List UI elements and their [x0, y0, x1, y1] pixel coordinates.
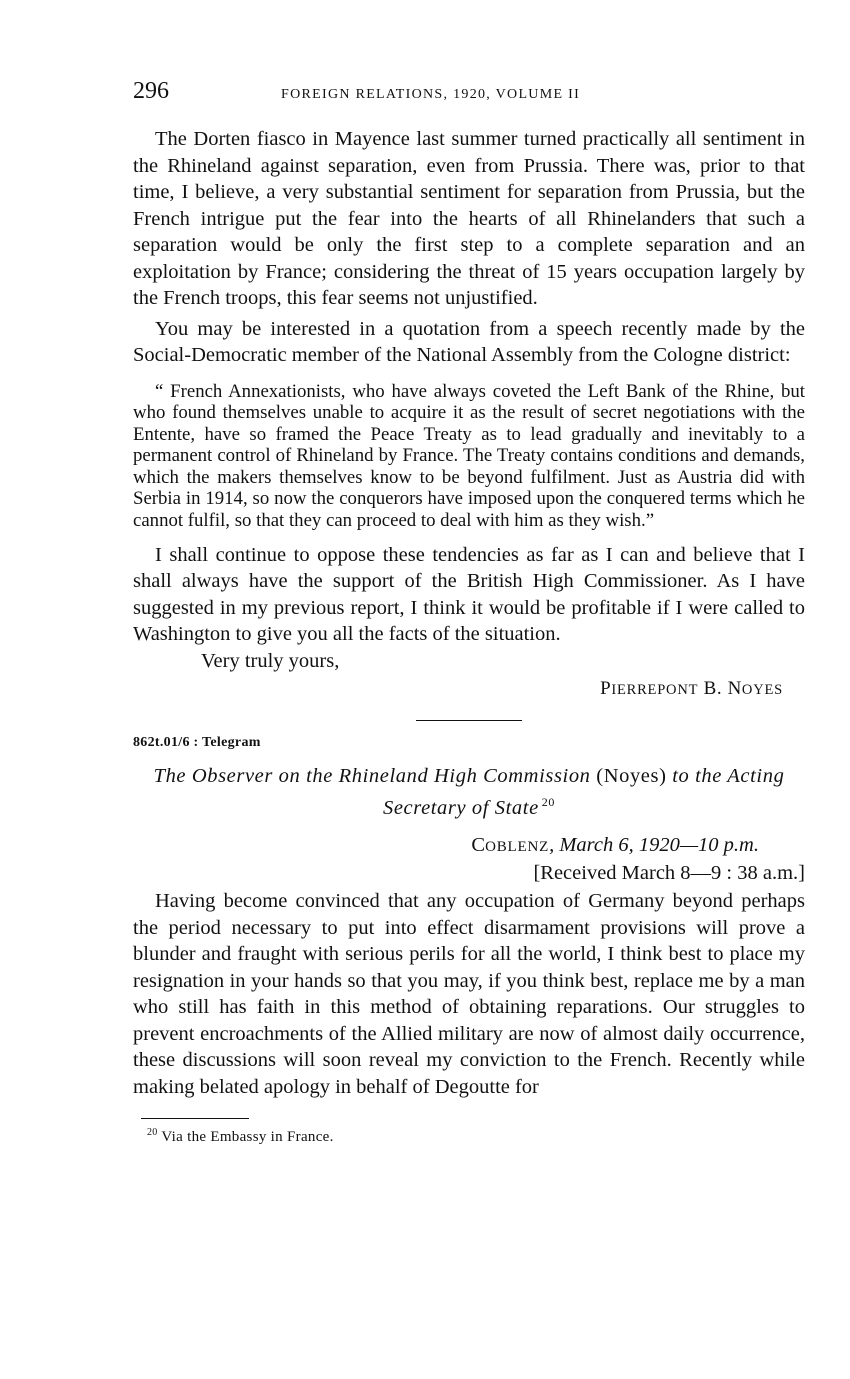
section-divider: [416, 720, 522, 721]
document-page: [133, 78, 805, 1146]
signature-middle: B. N: [698, 677, 742, 699]
signature-first-name: IERREPONT: [611, 681, 699, 698]
document-title: [133, 763, 805, 821]
footnote-text: Via the Embassy in France.: [157, 1129, 334, 1146]
letter-signature: [133, 678, 805, 700]
block-quotation: “ French Annexationists, who have always coveted the Left Bank of the Rhine, but who found themselves unable to acquire it as the result of secret negotiations with the Entente, have so framed the Peace Treaty as to lead gradually and inevitably to a permanent control of Rhineland by France. The Treaty contains conditions and demands, which the makers themselves know to be beyond fulfilment. Just as Austria did with Serbia in 1914, so now the conquerors have imposed upon the conquered terms which he cannot fulfil, so that they can proceed to deal with him as they wish.”: [133, 380, 805, 532]
signature-last-name: OYES: [741, 681, 783, 698]
telegram-body: Having become convinced that any occupation of Germany beyond perhaps the period necessary to put into effect disarmament provisions will prove a blunder and fraught with serious perils for all the world, I think best to place my resignation in your hands so that you may, if you think best, replace me by a man who still has faith in this method of obtaining reparations. Our struggles to prevent encroachments of the Allied military are now of almost daily occurrence, these discussions will soon reveal my conviction to the French. Recently while making belated apology in behalf of Degoutte for: [133, 890, 805, 1098]
dateline-date: , March 6, 1920—10 p.m.: [549, 834, 759, 857]
dateline-place-initial: C: [471, 834, 486, 857]
letter-closing: Very truly yours,: [201, 649, 340, 672]
footnote-reference: 20: [541, 794, 555, 809]
title-part-2: to the Acting Secretary of State: [383, 764, 785, 819]
dateline-place: OBLENZ: [485, 839, 550, 856]
title-part-1: The Observer on the Rhineland High Commission: [153, 764, 591, 787]
dateline: [133, 832, 805, 860]
letter-paragraph-2: You may be interested in a quotation from a speech recently made by the Social-Democratic member of the National Assembly from the Cologne district:: [133, 317, 805, 366]
footnote-rule: [141, 1118, 249, 1119]
footnote-mark: 20: [147, 1127, 158, 1139]
page-header: [133, 78, 805, 112]
signature-initial: P: [600, 677, 612, 699]
running-head: FOREIGN RELATIONS, 1920, VOLUME II: [281, 87, 581, 102]
letter-paragraph-3: I shall continue to oppose these tendencies as far as I can and believe that I shall always have the support of the British High Commissioner. As I have suggested in my previous report, I think it would be profitable if I were called to Washington to give you all the facts of the situation.: [133, 543, 805, 646]
received-line: [Received March 8—9 : 38 a.m.]: [533, 862, 805, 885]
file-reference: 862t.01/6 : Telegram: [133, 734, 261, 750]
footnote: [147, 1127, 805, 1146]
letter-paragraph-1: The Dorten fiasco in Mayence last summer turned practically all sentiment in the Rhineland against separation, even from Prussia. There was, prior to that time, I believe, a very substantial sentiment for separation from Prussia, but the French intrigue put the fear into the hearts of all Rhinelanders that such a separation would be only the first step to a complete separation and an exploitation by France; considering the threat of 15 years occupation largely by the French troops, this fear seems not unjustified.: [133, 128, 805, 309]
page-number: 296: [133, 78, 169, 104]
title-paren: (Noyes): [590, 764, 673, 787]
